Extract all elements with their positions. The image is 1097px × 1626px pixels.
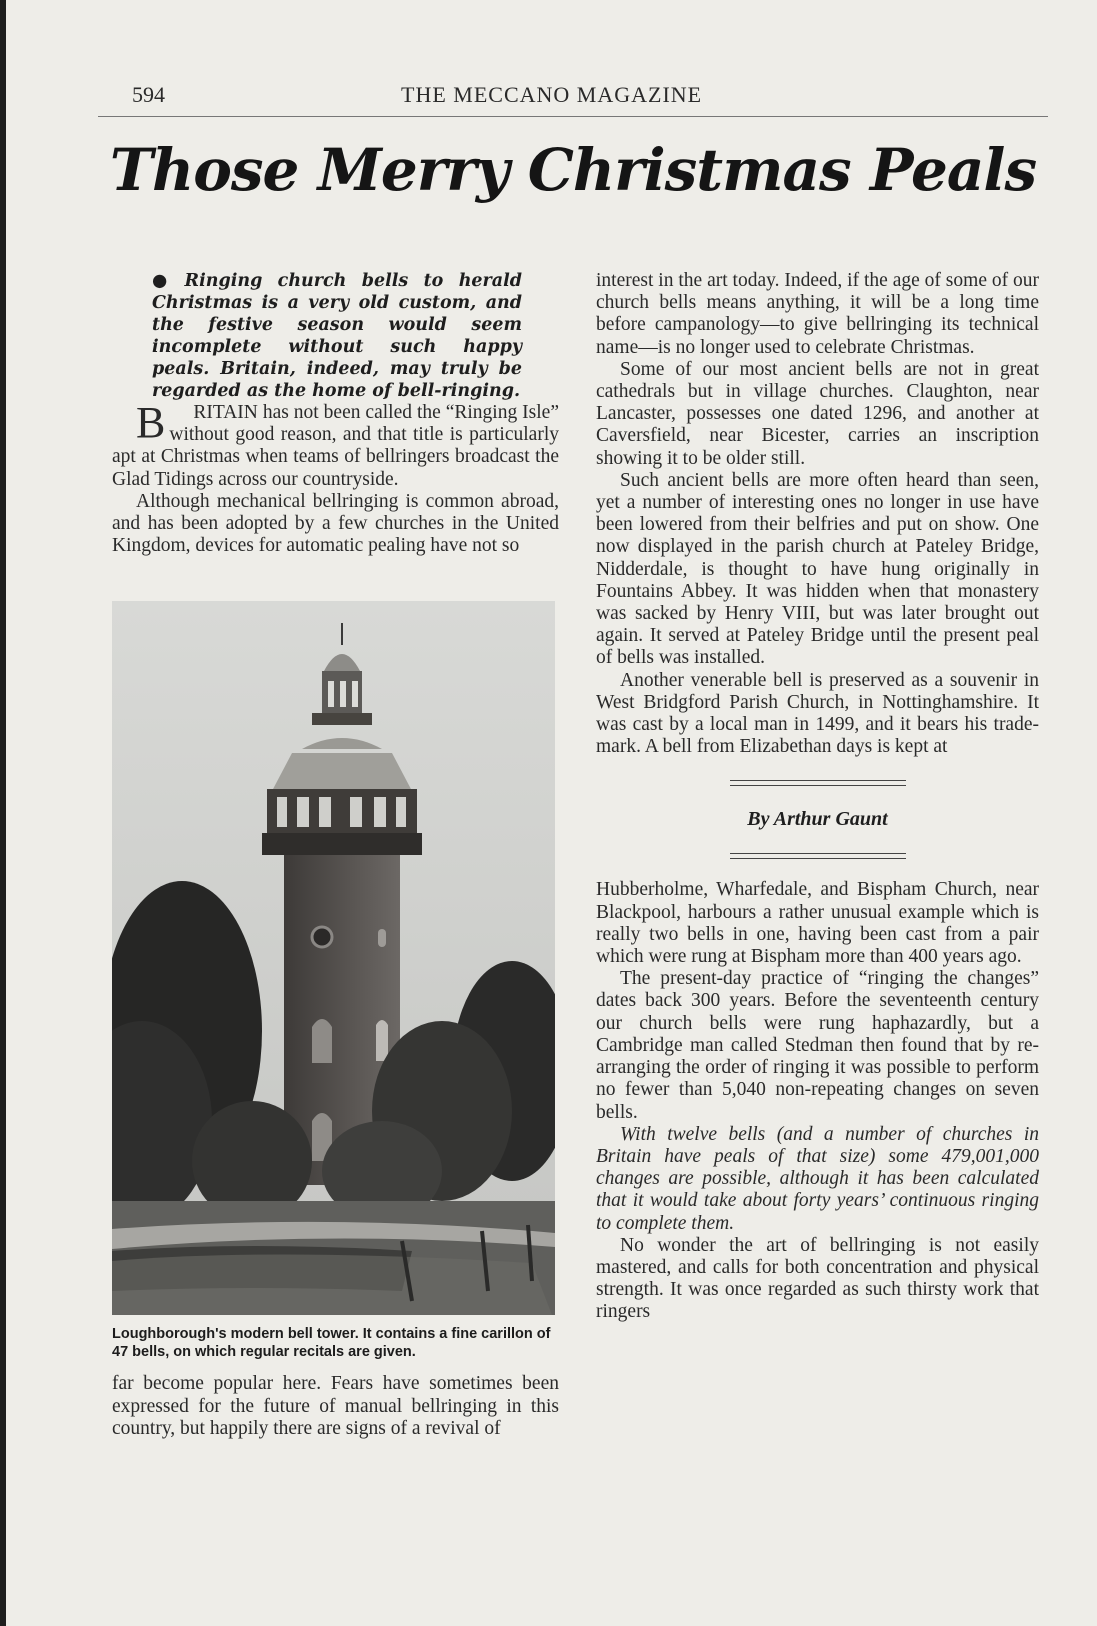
body-paragraph: Although mechanical bellringing is common abroad, and has been adopted by a few churches in the United Kingdom, devices for automatic pealing have not so [112, 490, 559, 557]
bell-tower-photo [112, 601, 555, 1315]
header-rule [98, 116, 1048, 117]
body-paragraph-continued: far become popular here. Fears have sometimes been expressed for the future of manual bellringing in this country, but happily there are signs of a revival of [112, 1373, 559, 1439]
body-paragraph: Hubberholme, Wharfedale, and Bispham Church, near Blackpool, harbours a rather unusual example which is really two bells in one, having been cast from a pair which were rung at Bispham more than 400 years ago. [596, 879, 1039, 968]
byline-block [596, 780, 1039, 859]
photo-caption: Loughborough's modern bell tower. It contains a fine carillon of 47 bells, on which regular recitals are given. [112, 1326, 551, 1361]
left-column [112, 270, 559, 1440]
page-edge-shadow [0, 0, 6, 1626]
running-header [98, 82, 1048, 116]
italic-paragraph: With twelve bells (and a number of churches in Britain have peals of that size) some 479,001,000 changes are possible, although it has been calculated that it would take about forty years’ continuous ringing to complete them. [596, 1123, 1039, 1234]
lead-text: Ringing church bells to herald Christmas is a very old custom, and the festive season would seem incomplete without such happy peals. Britain, indeed, may truly be regarded as the home of bell-ringing. [152, 271, 523, 401]
body-paragraph: Another venerable bell is preserved as a souvenir in West Bridgford Parish Church, in Nottinghamshire. It was cast by a local man in 1499, and it bears his trade-mark. A bell from Elizabethan days is kept at [596, 669, 1039, 758]
drop-cap: B [136, 398, 166, 447]
byline-rule-top [730, 780, 906, 786]
article-lead [152, 270, 522, 402]
magazine-title: THE MECCANO MAGAZINE [401, 82, 703, 107]
bullet-icon: ● [152, 271, 177, 291]
right-column [596, 270, 1039, 1324]
author-byline: By Arthur Gaunt [747, 808, 888, 831]
body-paragraph: No wonder the art of bellringing is not easily mastered, and calls for both concentration and physical strength. It was once regarded as such thirsty work that ringers [596, 1234, 1039, 1323]
body-paragraph: Such ancient bells are more often heard than seen, yet a number of interesting ones no longer in use have been lowered from their belfries and put on show. One now displayed in the parish church at Pateley Bridge, Nidderdale, is thought to have hung originally in Fountains Abbey. It was hidden when that monastery was sacked by Henry VIII, but was later brought out again. It served at Pateley Bridge until the present peal of bells was installed. [596, 469, 1039, 669]
body-paragraph: Some of our most ancient bells are not in great cathedrals but in village churches. Claughton, near Lancaster, possesses one dated 1296, and another at Caversfield, near Bicester, carries an inscription showing it to be older still. [596, 358, 1039, 469]
photo-illustration [112, 601, 555, 1315]
body-paragraph: The present-day practice of “ringing the changes” dates back 300 years. Before the seventeenth century our church bells were rung haphazardly, but a Cambridge man called Stedman then found that by re-arranging the order of ringing it was possible to perform no fewer than 5,040 non-repeating changes on seven bells. [596, 968, 1039, 1123]
opening-paragraph [112, 398, 559, 491]
byline-rule-bottom [730, 853, 906, 859]
opening-text: RITAIN has not been called the “Ringing Isle” without good reason, and that title is particularly apt at Christmas when teams of bellringers broadcast the Glad Tidings across our countryside. [112, 402, 559, 490]
page-number: 594 [132, 82, 165, 107]
article-headline: Those Merry Christmas Peals [109, 136, 1037, 204]
body-paragraph: interest in the art today. Indeed, if the age of some of our church bells means anything, it will be a long time before campanology—to give bellringing its technical name—is no longer used to celebrate Christmas. [596, 270, 1039, 358]
